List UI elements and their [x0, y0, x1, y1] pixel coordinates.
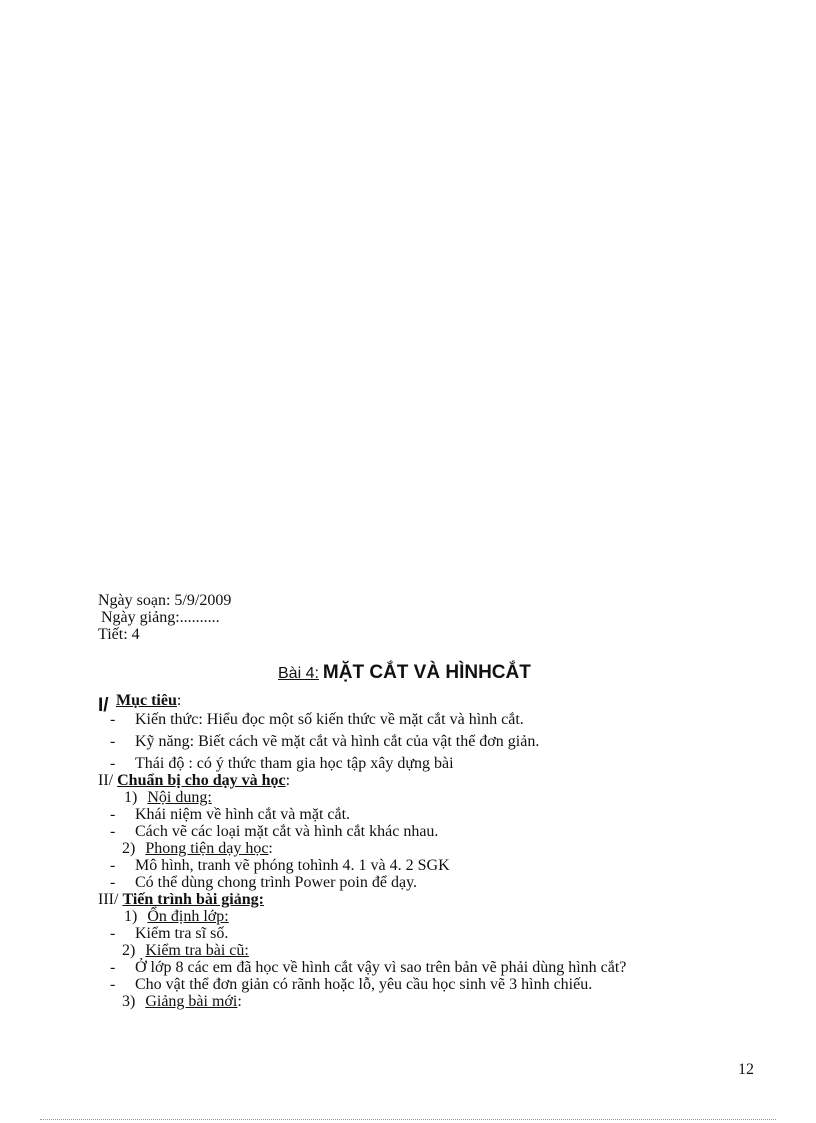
page-number: 12 — [738, 1061, 754, 1078]
subsection-2-2-label: Phong tiện dạy học — [145, 840, 269, 857]
list-item-dash: - — [110, 806, 116, 823]
subsection-2-1-label: Nội dung: — [147, 789, 212, 806]
list-item-dash: - — [110, 711, 116, 728]
list-item-dash: - — [110, 823, 116, 840]
subsection-3-3-number: 3) — [122, 993, 136, 1010]
list-item-dash: - — [110, 925, 116, 942]
section-1-heading-colon: : — [176, 692, 182, 709]
lesson-period: Tiết: 4 — [98, 626, 140, 643]
teaching-date: Ngày giảng:.......... — [101, 609, 220, 626]
list-item: Kiến thức: Hiểu đọc một số kiến thức về mặt cắt và hình cắt. — [135, 711, 524, 728]
section-2-number: II/ — [98, 772, 114, 789]
list-item: Có thể dùng chong trình Power poin để dạy. — [135, 874, 418, 891]
section-2-heading — [98, 772, 290, 789]
list-item-dash: - — [110, 857, 116, 874]
list-item-dash: - — [110, 976, 116, 993]
subsection-2-2 — [122, 840, 273, 857]
subsection-3-2-number: 2) — [122, 942, 136, 959]
list-item: Kiểm tra sĩ số. — [135, 925, 229, 942]
section-3-number: III/ — [98, 891, 119, 908]
list-item: Thái độ : có ý thức tham gia học tập xây dựng bài — [135, 755, 454, 772]
subsection-2-1 — [124, 789, 212, 806]
subsection-3-1-number: 1) — [124, 908, 138, 925]
footer-divider — [40, 1119, 776, 1120]
subsection-2-2-number: 2) — [122, 840, 136, 857]
list-item: Khái niệm về hình cắt và mặt cắt. — [135, 806, 351, 823]
list-item-dash: - — [110, 959, 116, 976]
subsection-3-1-label: Ổn định lớp: — [147, 908, 229, 925]
section-1-heading — [116, 692, 181, 709]
list-item: Mô hình, tranh vẽ phóng tohình 4. 1 và 4. 2 SGK — [135, 857, 450, 874]
list-item-dash: - — [110, 755, 116, 772]
subsection-3-3-colon: : — [237, 993, 242, 1010]
lesson-title-main: MẶT CẮT VÀ HÌNHCẮT — [322, 662, 531, 683]
section-1-heading-text: Mục tiêu — [116, 692, 177, 709]
subsection-3-2 — [122, 942, 249, 959]
lesson-title-prefix: Bài 4: — [278, 665, 319, 682]
subsection-2-1-number: 1) — [124, 789, 138, 806]
list-item-dash: - — [110, 733, 116, 750]
list-item: Cho vật thể đơn giản có rãnh hoặc lỗ, yêu cầu học sinh vẽ 3 hình chiếu. — [135, 976, 593, 993]
list-item: Cách vẽ các loại mặt cắt và hình cắt khác nhau. — [135, 823, 439, 840]
subsection-3-3-label: Giảng bài mới — [145, 993, 238, 1010]
subsection-2-2-colon: : — [268, 840, 273, 857]
subsection-3-3 — [122, 993, 242, 1010]
list-item: Kỹ năng: Biết cách vẽ mặt cắt và hình cắt của vật thể đơn giản. — [135, 733, 540, 750]
section-3-heading — [98, 891, 264, 908]
section-3-heading-text: Tiến trình bài giảng: — [122, 891, 264, 908]
section-2-heading-text: Chuẩn bị cho dạy và học — [117, 772, 286, 789]
subsection-3-2-label: Kiểm tra bài cũ: — [145, 942, 249, 959]
list-item-dash: - — [110, 874, 116, 891]
subsection-3-1 — [124, 908, 229, 925]
list-item: Ở lớp 8 các em đã học về hình cắt vậy vì sao trên bản vẽ phải dùng hình cắt? — [135, 959, 627, 976]
prep-date: Ngày soạn: 5/9/2009 — [98, 592, 232, 609]
section-1-number: I/ — [98, 695, 109, 716]
lesson-title — [278, 662, 531, 684]
section-2-heading-colon: : — [285, 772, 291, 789]
